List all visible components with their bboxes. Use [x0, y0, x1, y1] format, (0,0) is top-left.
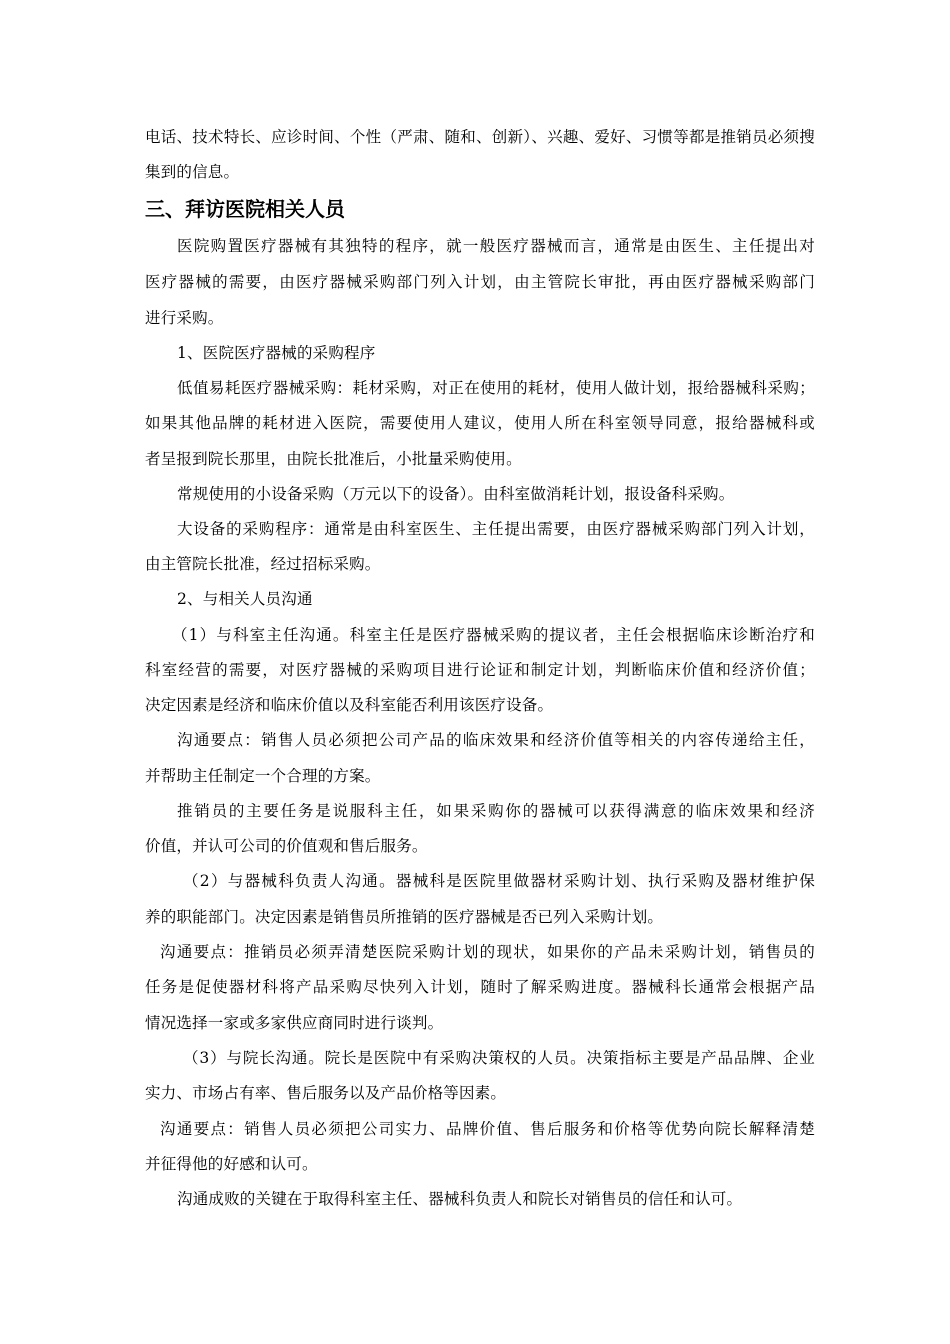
- paragraph-line: （3）与院长沟通。院长是医院中有采购决策权的人员。决策指标主要是产品品牌、企业: [183, 1049, 815, 1067]
- paragraph-line: 医院购置医疗器械有其独特的程序，就一般医疗器械而言，通常是由医生、主任提出对: [177, 237, 815, 255]
- paragraph-line: 者呈报到院长那里，由院长批准后，小批量采购使用。: [145, 450, 522, 468]
- paragraph-line: 实力、市场占有率、售后服务以及产品价格等因素。: [145, 1084, 507, 1102]
- paragraph-line: 电话、技术特长、应诊时间、个性（严肃、随和、创新）、兴趣、爱好、习惯等都是推销员必须搜: [145, 128, 815, 146]
- subsection-title: 2、与相关人员沟通: [177, 590, 313, 608]
- paragraph-line: 沟通要点：销售人员必须把公司实力、品牌价值、售后服务和价格等优势向院长解释清楚: [160, 1120, 815, 1138]
- paragraph-line: （1）与科室主任沟通。科室主任是医疗器械采购的提议者，主任会根据临床诊断治疗和: [172, 626, 815, 644]
- paragraph-line: 并帮助主任制定一个合理的方案。: [145, 767, 381, 785]
- paragraph-line: 决定因素是经济和临床价值以及科室能否利用该医疗设备。: [145, 696, 554, 714]
- paragraph-line: 沟通要点：推销员必须弄清楚医院采购计划的现状，如果你的产品未采购计划，销售员的: [160, 943, 815, 961]
- paragraph-line: 情况选择一家或多家供应商同时进行谈判。: [145, 1014, 444, 1032]
- paragraph-line: 沟通成败的关键在于取得科室主任、器械科负责人和院长对销售员的信任和认可。: [177, 1190, 743, 1208]
- paragraph-line: 如果其他品牌的耗材进入医院，需要使用人建议，使用人所在科室领导同意，报给器械科或: [145, 414, 815, 432]
- paragraph-line: 进行采购。: [145, 309, 224, 327]
- paragraph-line: 常规使用的小设备采购（万元以下的设备）。由科室做消耗计划，报设备科采购。: [177, 485, 735, 503]
- paragraph-line: 推销员的主要任务是说服科主任，如果采购你的器械可以获得满意的临床效果和经济: [177, 802, 815, 820]
- paragraph-line: 任务是促使器材科将产品采购尽快列入计划，随时了解采购进度。器械科长通常会根据产品: [145, 978, 815, 996]
- paragraph-line: 养的职能部门。决定因素是销售员所推销的医疗器械是否已列入采购计划。: [145, 908, 664, 926]
- paragraph-line: （2）与器械科负责人沟通。器械科是医院里做器材采购计划、执行采购及器材维护保: [183, 872, 815, 890]
- paragraph-line: 集到的信息。: [145, 163, 240, 181]
- paragraph-line: 医疗器械的需要，由医疗器械采购部门列入计划，由主管院长审批，再由医疗器械采购部门: [145, 273, 815, 291]
- subsection-title: 1、医院医疗器械的采购程序: [177, 344, 376, 362]
- paragraph-line: 并征得他的好感和认可。: [145, 1155, 318, 1173]
- paragraph-line: 价值，并认可公司的价值观和售后服务。: [145, 837, 428, 855]
- paragraph-line: 由主管院长批准，经过招标采购。: [145, 555, 381, 573]
- paragraph-line: 沟通要点：销售人员必须把公司产品的临床效果和经济价值等相关的内容传递给主任，: [177, 731, 815, 749]
- paragraph-line: 科室经营的需要，对医疗器械的采购项目进行论证和制定计划，判断临床价值和经济价值；: [145, 661, 815, 679]
- paragraph-line: 低值易耗医疗器械采购：耗材采购，对正在使用的耗材，使用人做计划，报给器械科采购；: [177, 379, 815, 397]
- section-heading: 三、拜访医院相关人员: [145, 197, 345, 221]
- paragraph-line: 大设备的采购程序：通常是由科室医生、主任提出需要，由医疗器械采购部门列入计划，: [177, 520, 815, 538]
